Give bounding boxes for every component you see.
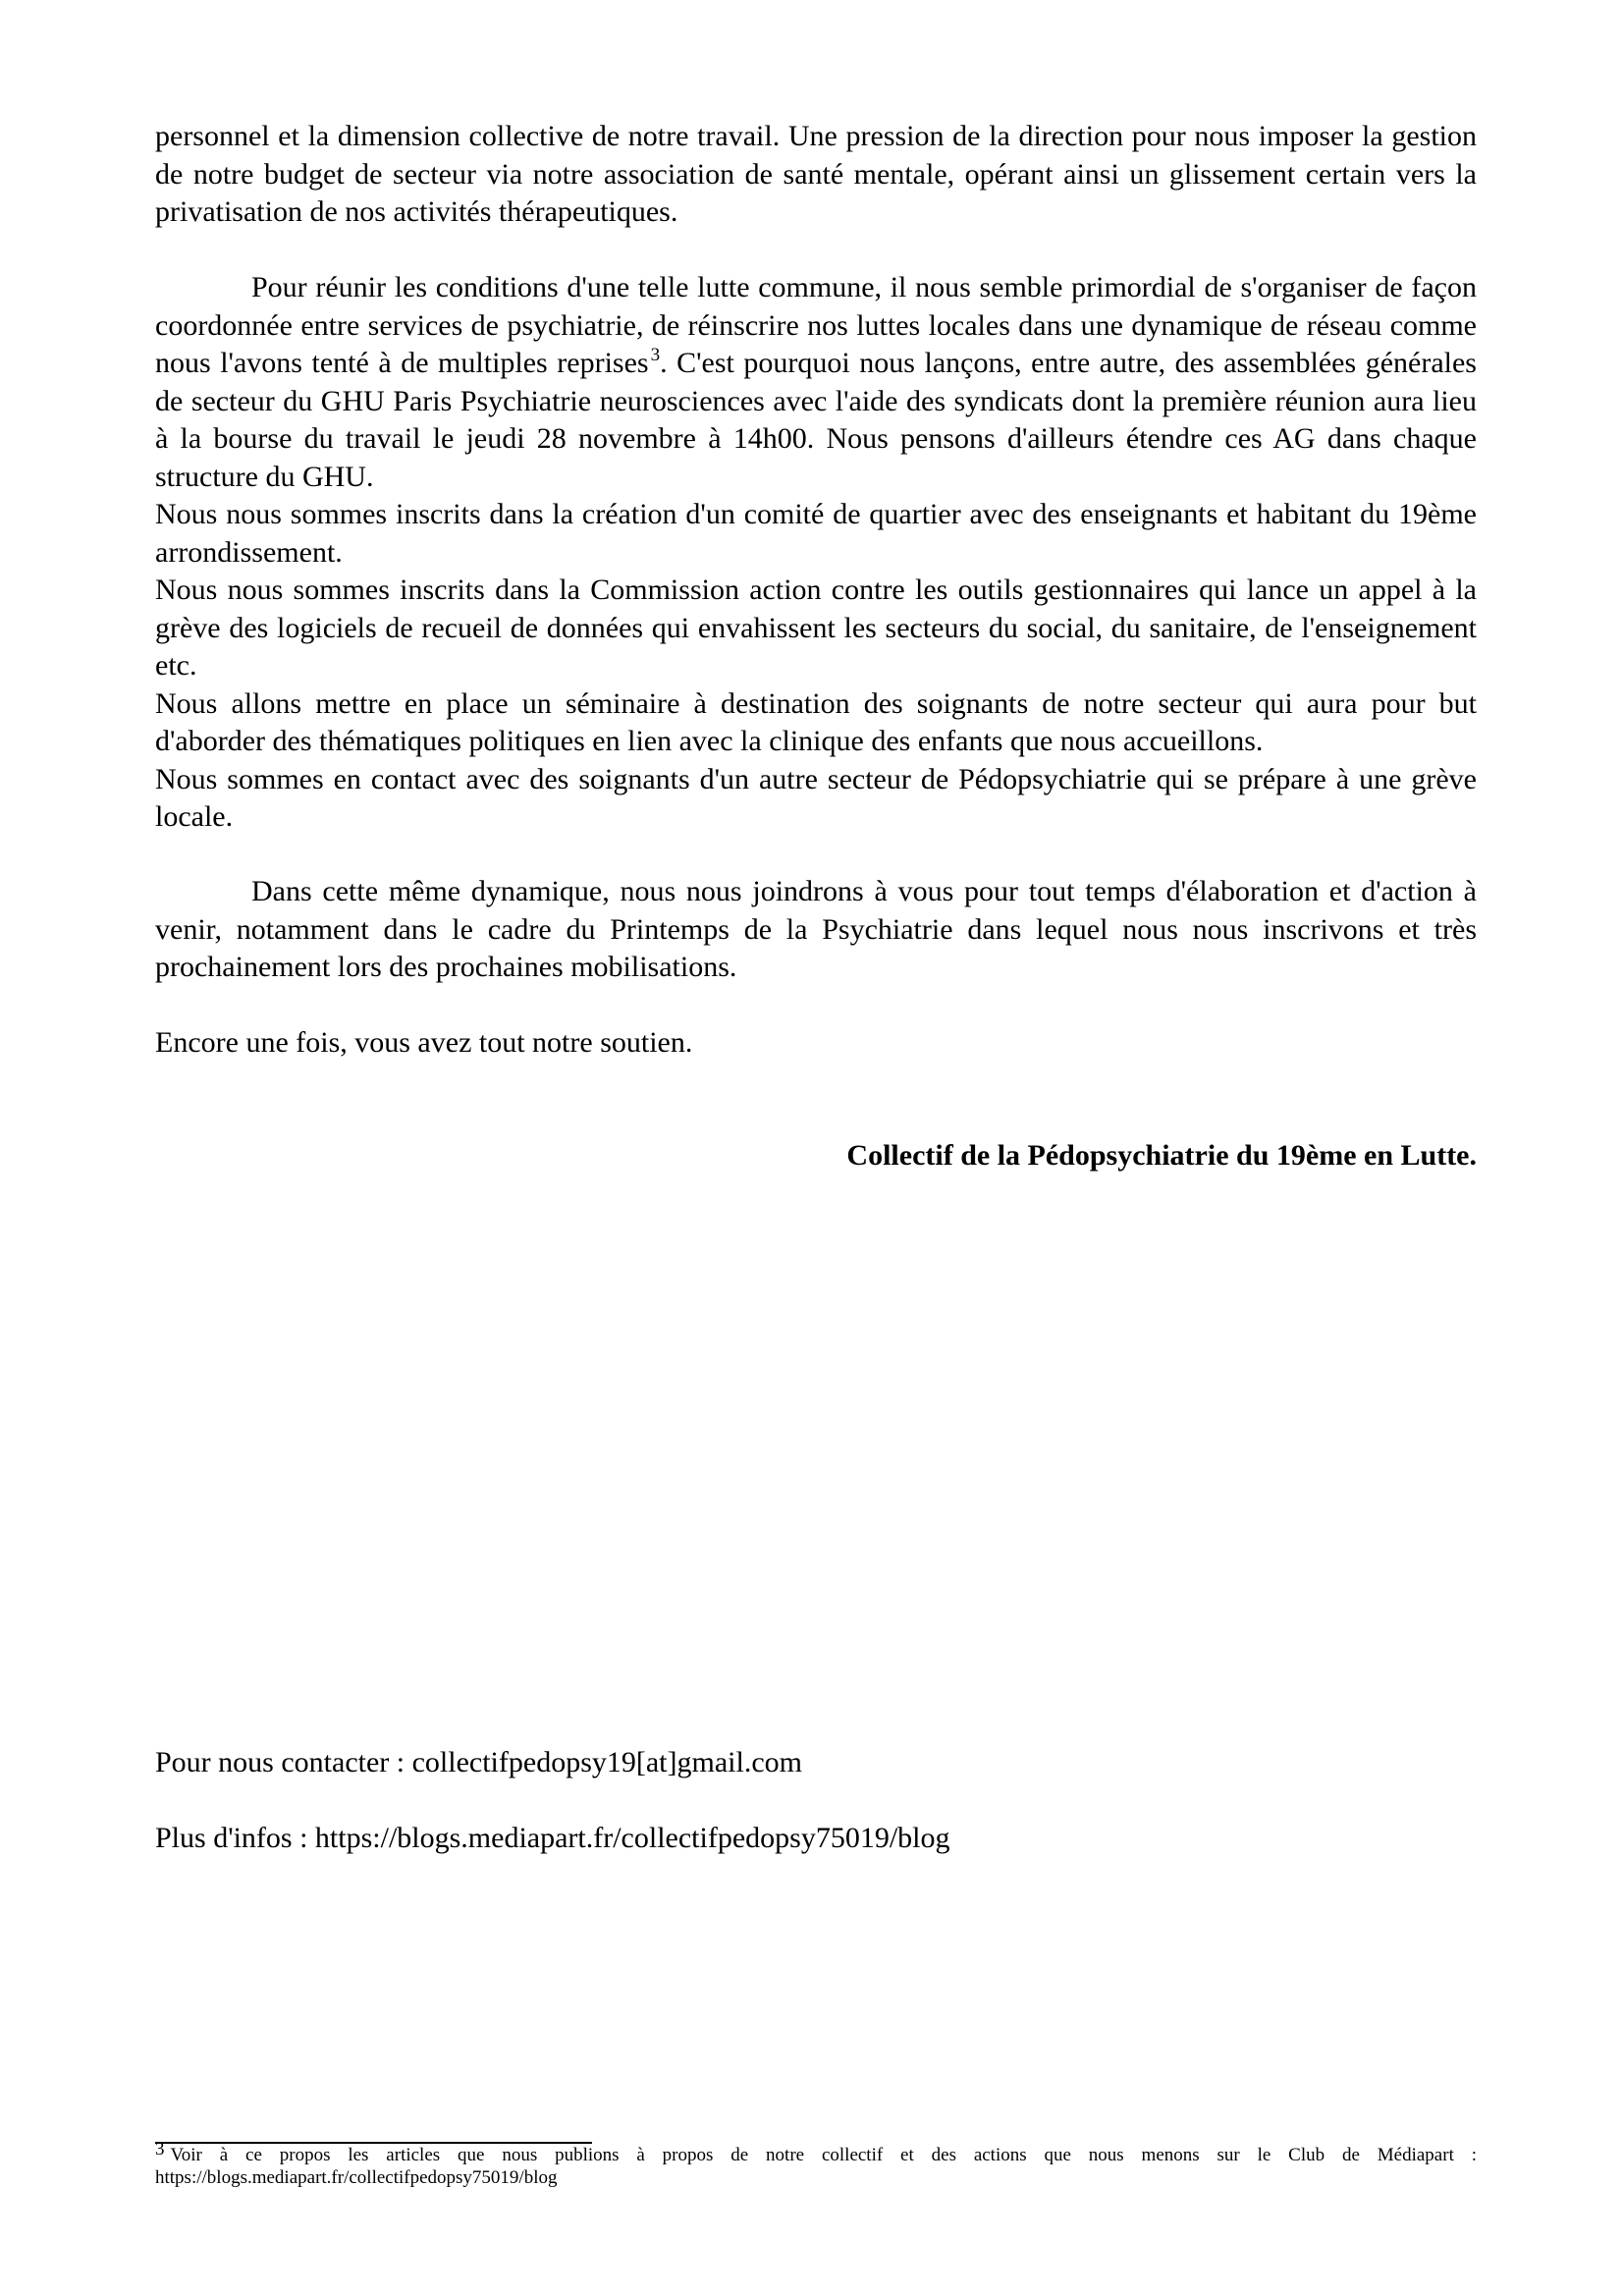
paragraph-privatisation: personnel et la dimension collective de notre travail. Une pression de la direction pour nous imposer la gestion de notre budget de secteur via notre association de santé mentale, opérant ainsi un glissement certain vers la privatisation de nos activités thérapeutiques. (155, 120, 1477, 228)
action-line-seminaire: Nous allons mettre en place un séminaire à destination des soignants de notre secteur qui aura pour but d'aborder des thématiques politiques en lien avec la clinique des enfants que nous accueillons. (155, 686, 1477, 757)
paragraph-text: Pour réunir les conditions d'une telle lutte commune, il nous semble primordial de s'organiser de façon coordonnée entre services de psychiatrie, de réinscrire nos luttes locales dans une dynamique de réseau comme nous l'avons tenté à de multiples reprises (155, 271, 1477, 379)
paragraph-dynamique: Dans cette même dynamique, nous nous joindrons à vous pour tout temps d'élaboration et d'action à venir, notamment dans le cadre du Printemps de la Psychiatrie dans lequel nous nous inscrivons et très prochainement lors des prochaines mobilisations. (155, 875, 1477, 983)
paragraph-text: . C'est pourquoi nous lançons, entre autre, des assemblées générales de secteur du GHU Paris Psychiatrie neurosciences avec l'aide des syndicats dont la première réunion aura lieu à la bourse du travail le jeudi 28 novembre à 14h00. Nous pensons d'ailleurs étendre ces AG dans chaque structure du GHU. (155, 347, 1477, 493)
footnote-number: 3 (155, 2139, 165, 2159)
paragraph-coordination (155, 269, 1477, 837)
action-line-commission: Nous nous sommes inscrits dans la Commission action contre les outils gestionnaires qui lance un appel à la grève des logiciels de recueil de données qui envahissent les secteurs du social, du sanitaire, de l'enseignement etc. (155, 574, 1477, 682)
paragraph-soutien: Encore une fois, vous avez tout notre soutien. (155, 1026, 693, 1059)
footnote-reference: 3 (650, 345, 661, 365)
action-line-comite-quartier: Nous nous sommes inscrits dans la création d'un comité de quartier avec des enseignants et habitant du 19ème arrondissement. (155, 498, 1477, 569)
footnote (155, 2138, 1477, 2189)
contact-line: Pour nous contacter : collectifpedopsy19[at]gmail.com (155, 1746, 802, 1778)
action-line-contact-secteur: Nous sommes en contact avec des soignants d'un autre secteur de Pédopsychiatrie qui se prépare à une grève locale. (155, 762, 1477, 833)
info-link-line: Plus d'infos : https://blogs.mediapart.fr/collectifpedopsy75019/blog (155, 1822, 950, 1854)
signature: Collectif de la Pédopsychiatrie du 19ème en Lutte. (846, 1139, 1477, 1172)
paragraph-coordination-intro (155, 269, 1477, 496)
footnote-text: Voir à ce propos les articles que nous publions à propos de notre collectif et des actions que nous menons sur le Club de Médiapart : https://blogs.mediapart.fr/collectifpedopsy75019/blog (155, 2145, 1477, 2188)
